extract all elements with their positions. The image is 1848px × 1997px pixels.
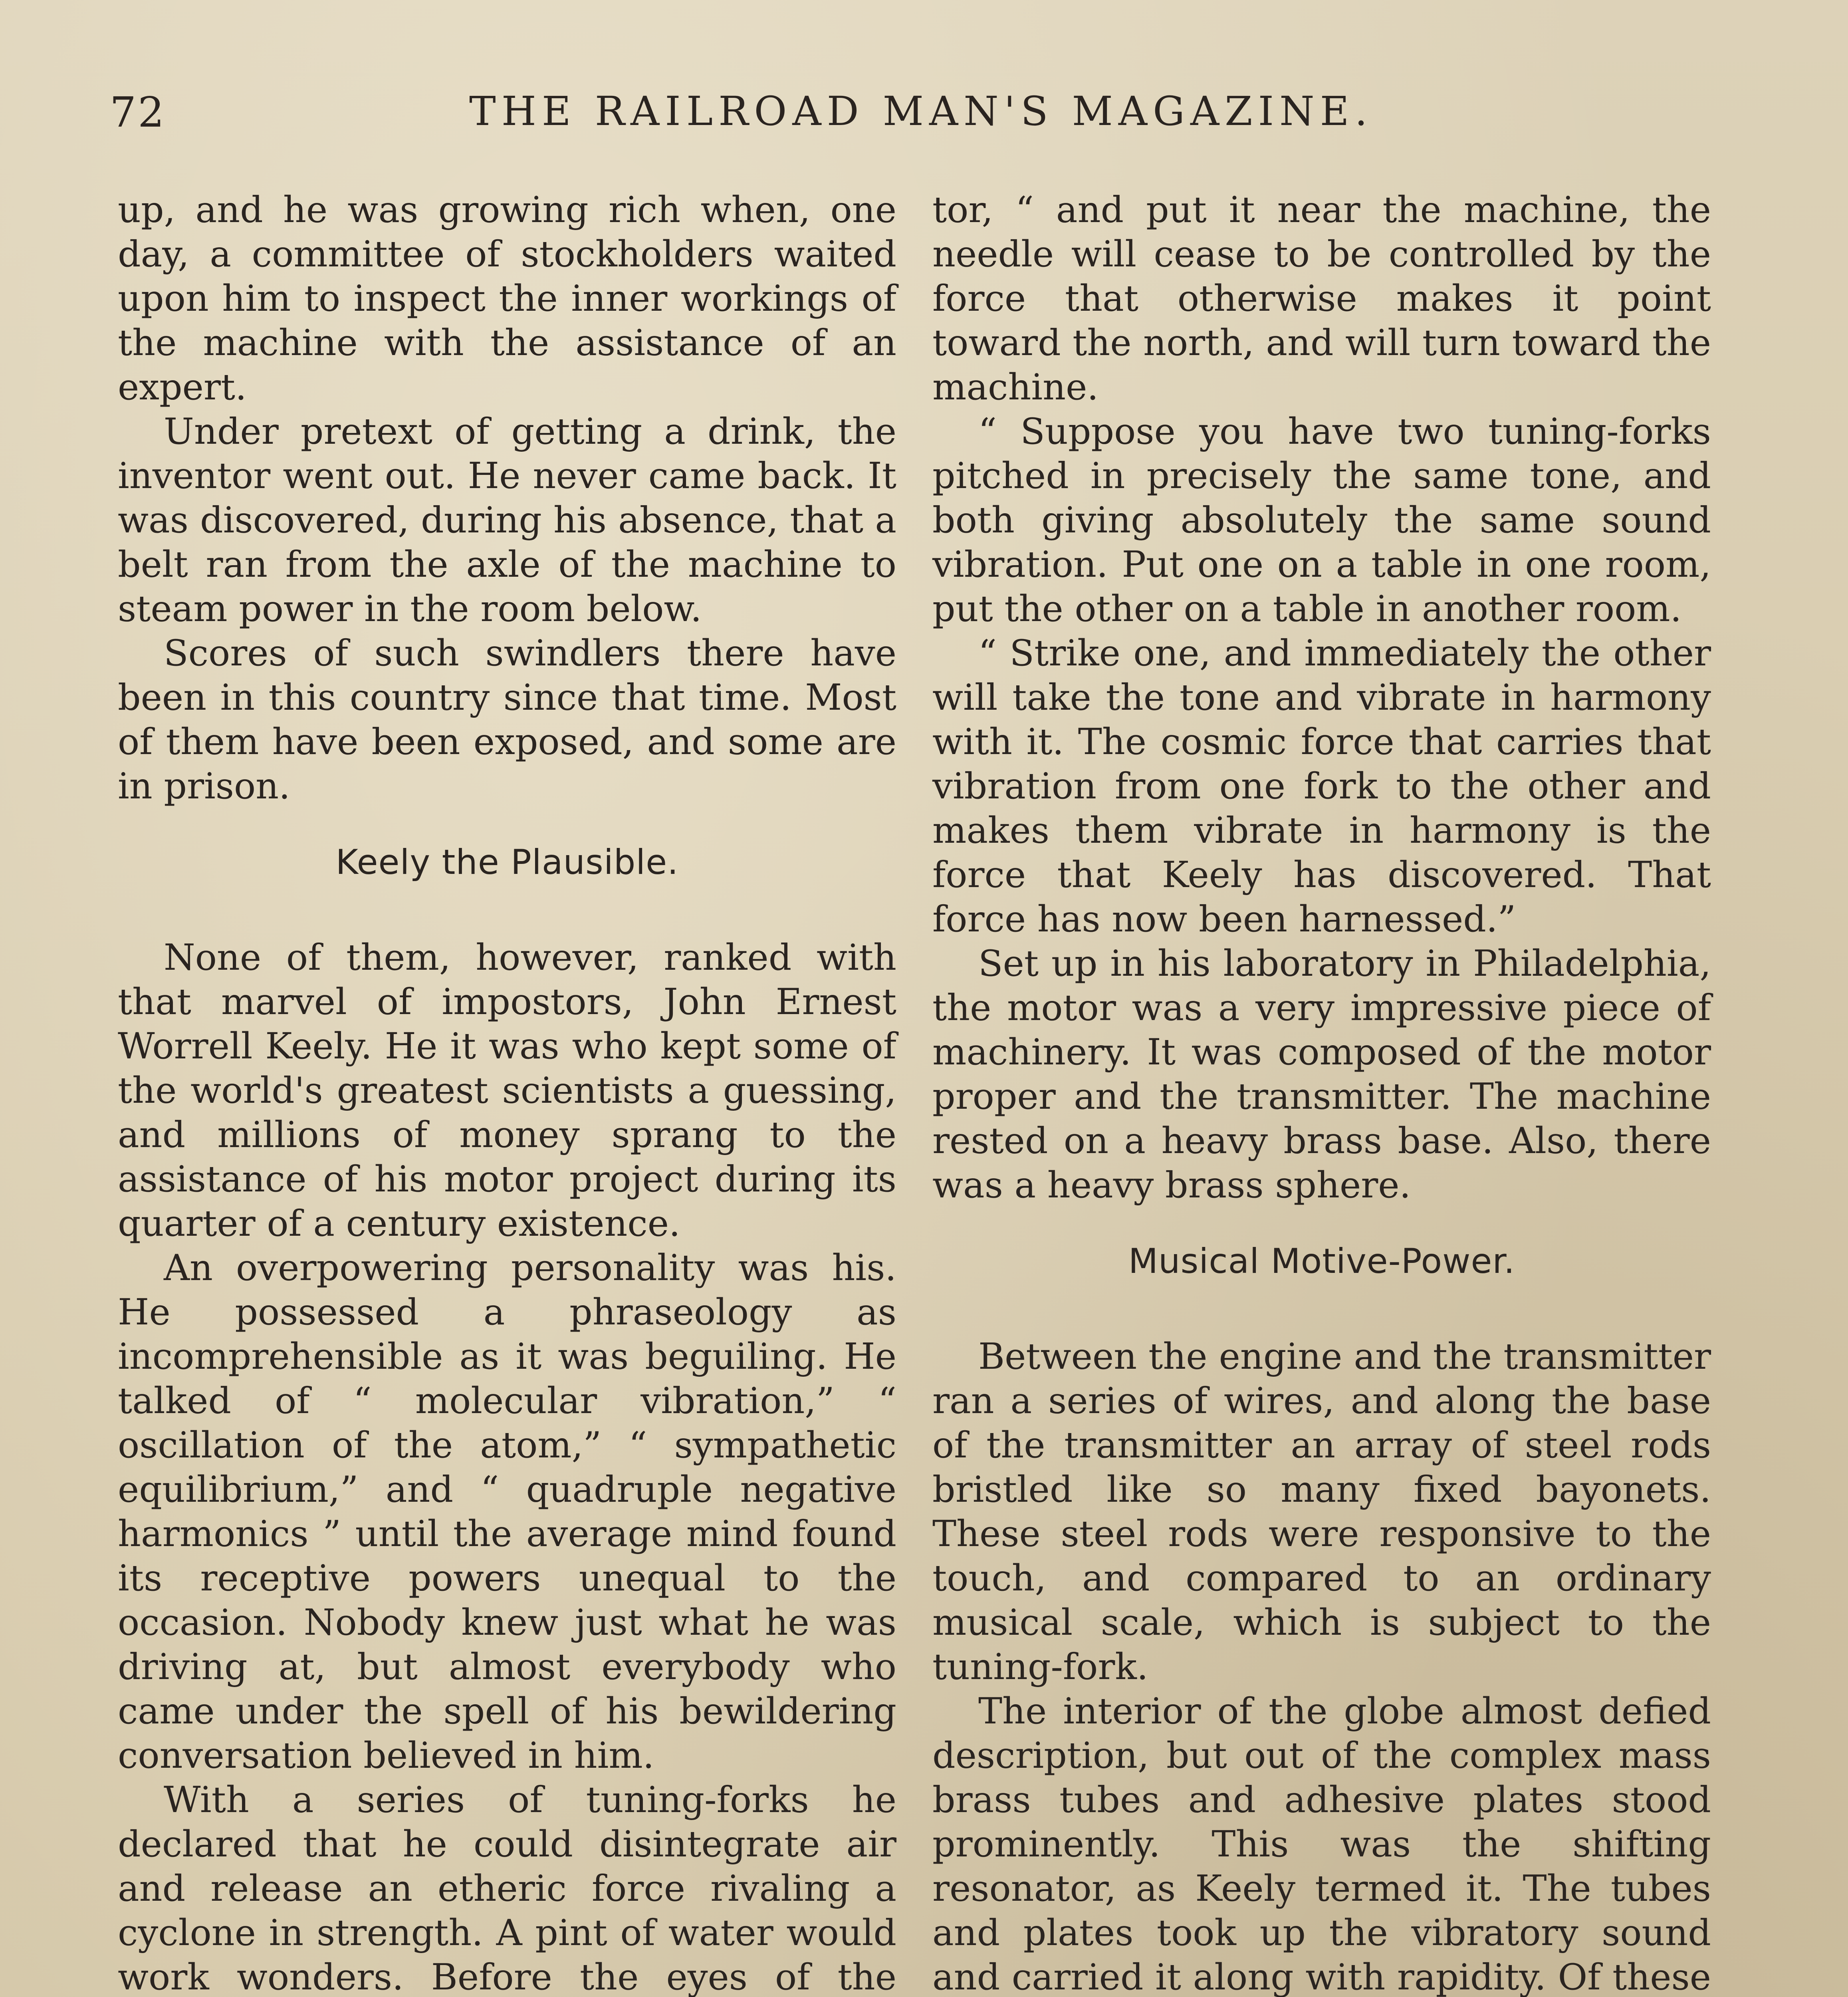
right-column	[932, 188, 1711, 1997]
paragraph: tor, “ and put it near the machine, the needle will cease to be controlled by the force that otherwise makes it point toward the north, and will turn toward the machine.	[932, 189, 1711, 408]
paragraph: Scores of such swindlers there have been in this country since that time. Most of them have been exposed, and some are in prison.	[118, 632, 896, 807]
left-column	[118, 188, 896, 1997]
paragraph: up, and he was growing rich when, one day, a committee of stockholders waited upon him to inspect the inner workings of the machine with the assistance of an expert.	[118, 189, 896, 408]
page-header	[110, 88, 1731, 148]
running-head: THE RAILROAD MAN'S MAGAZINE.	[469, 88, 1373, 135]
page-number: 72	[110, 88, 166, 137]
paragraph: Under pretext of getting a drink, the inventor went out. He never came back. It was discovered, during his absence, that a belt ran from the axle of the machine to steam power in the room below.	[118, 411, 896, 630]
paragraph: An overpowering personality was his. He possessed a phraseology as incomprehensible as it was beguiling. He talked of “ molecular vibration,” “ oscillation of the atom,” “ sympathetic equilibrium,” and “ quadruple negative harmonics ” until the average mind found its receptive powers unequal to the occasion. Nobody knew just what he was driving at, but almost everybody who came under the spell of his bewildering conversation believed in him.	[118, 1247, 896, 1777]
paragraph: With a series of tuning-forks he declared that he could disintegrate air and release an etheric force rivaling a cyclone in strength. A pint of water would work wonders. Before the eyes of the	[118, 1779, 896, 1997]
paragraph: “ Strike one, and immediately the other will take the tone and vibrate in harmony with it. The cosmic force that carries that vibration from one fork to the other and makes them vibrate in harmony is the force that Keely has discovered. That force has now been harnessed.”	[932, 632, 1711, 940]
paragraph: Set up in his laboratory in Philadelphia, the motor was a very impressive piece of machinery. It was composed of the motor proper and the transmitter. The machine rested on a heavy brass base. Also, there was a heavy brass sphere.	[932, 943, 1711, 1206]
paragraph: The interior of the globe almost defied description, but out of the complex mass brass tubes and adhesive plates stood prominently. This was the shifting resonator, as Keely termed it. The tubes and plates took up the vibratory sound and carried it along with rapidity. Of these	[932, 1690, 1711, 1997]
section-heading: Musical Motive-Power.	[1128, 1241, 1515, 1281]
paragraph: “ Suppose you have two tuning-forks pitched in precisely the same tone, and both giving absolutely the same sound vibration. Put one on a table in one room, put the other on a table in another room.	[932, 411, 1711, 630]
paragraph: Between the engine and the transmitter ran a series of wires, and along the base of the transmitter an array of steel rods bristled like so many fixed bayonets. These steel rods were responsive to the touch, and compared to an ordinary musical scale, which is subject to the tuning-fork.	[932, 1336, 1711, 1688]
section-heading: Keely the Plausible.	[335, 842, 679, 882]
paragraph: None of them, however, ranked with that marvel of impostors, John Ernest Worrell Keely. He it was who kept some of the world's greatest scientists a guessing, and millions of money sprang to the assistance of his motor project during its quarter of a century existence.	[118, 937, 896, 1245]
